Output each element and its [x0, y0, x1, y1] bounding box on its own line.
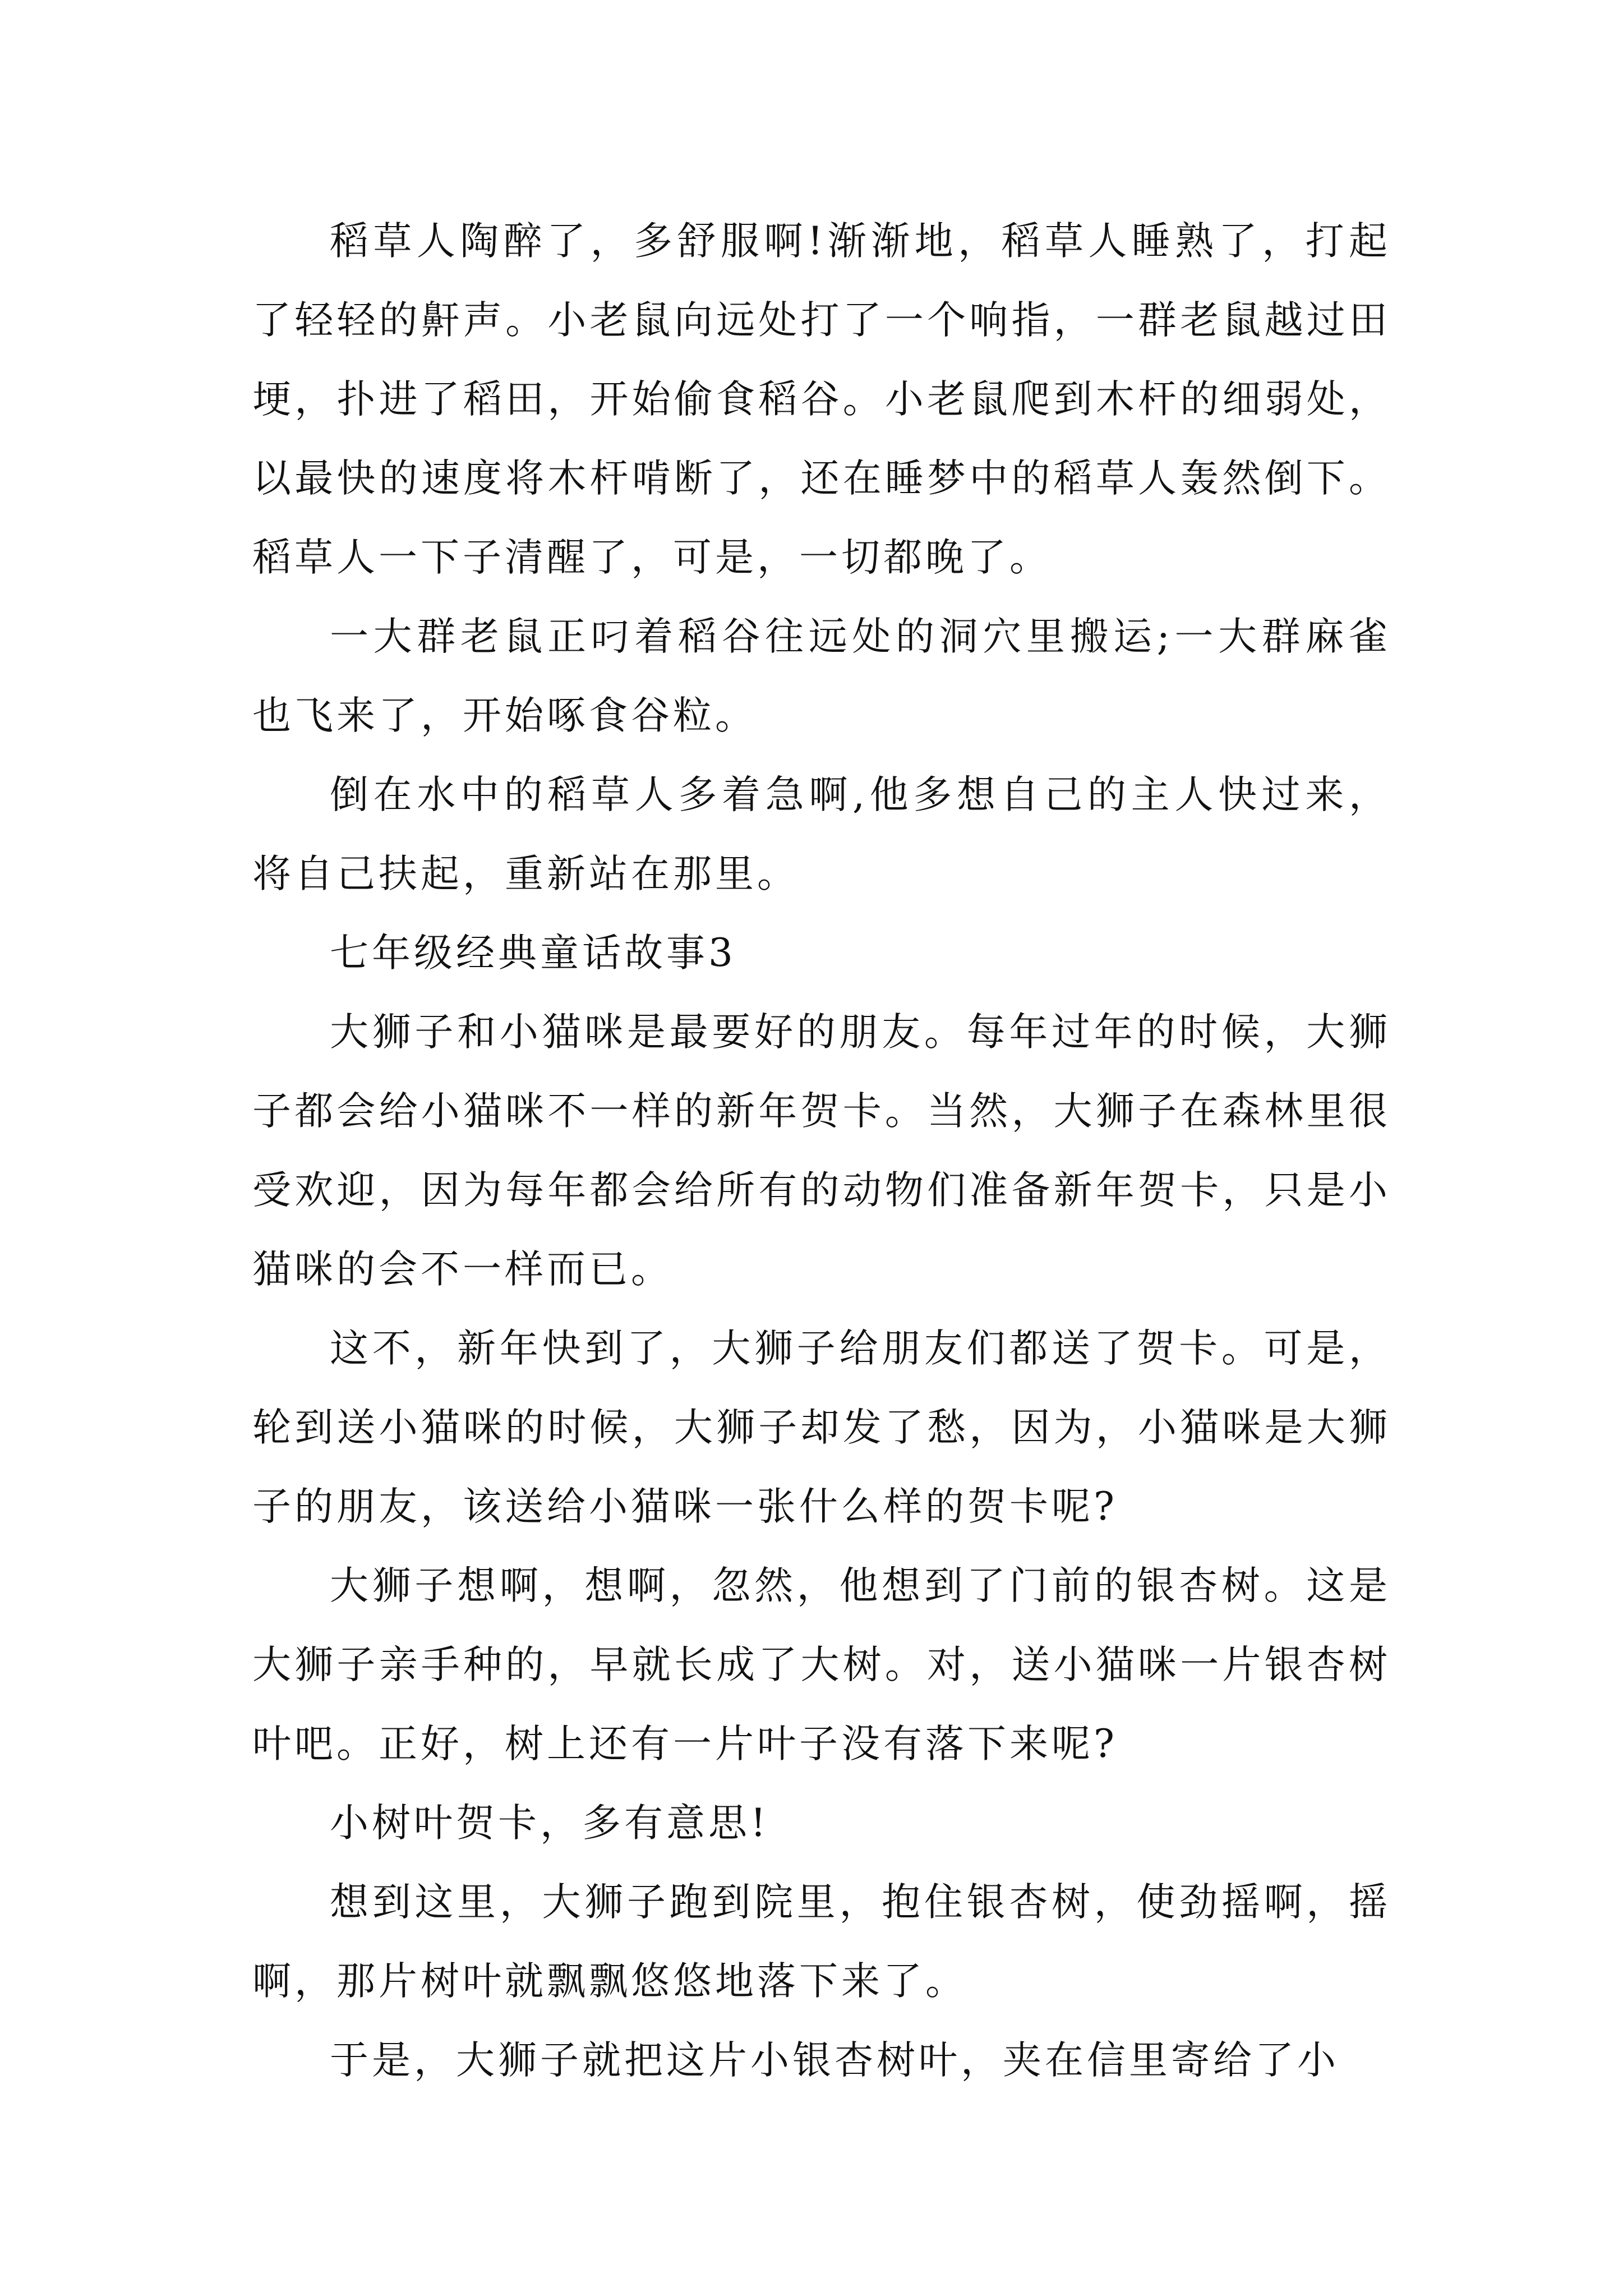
paragraph-3: 倒在水中的稻草人多着急啊,他多想自己的主人快过来，将自己扶起，重新站在那里。 — [252, 772, 1391, 896]
story-heading: 七年级经典童话故事3 — [330, 931, 736, 976]
document-body — [252, 202, 1391, 2100]
paragraph-4: 大狮子和小猫咪是最要好的朋友。每年过年的时候，大狮子都会给小猫咪不一样的新年贺卡。当然，大狮子在森林里很受欢迎，因为每年都会给所有的动物们准备新年贺卡，只是小猫咪的会不一样而已。 — [252, 1010, 1391, 1292]
paragraph-6: 大狮子想啊，想啊，忽然，他想到了门前的银杏树。这是大狮子亲手种的，早就长成了大树。对，送小猫咪一片银杏树叶吧。正好，树上还有一片叶子没有落下来呢? — [252, 1563, 1391, 1766]
paragraph-2: 一大群老鼠正叼着稻谷往远处的洞穴里搬运;一大群麻雀也飞来了，开始啄食谷粒。 — [252, 614, 1391, 738]
paragraph-8: 想到这里，大狮子跑到院里，抱住银杏树，使劲摇啊，摇啊，那片树叶就飘飘悠悠地落下来了。 — [252, 1880, 1391, 2004]
paragraph-1: 稻草人陶醉了，多舒服啊!渐渐地，稻草人睡熟了，打起了轻轻的鼾声。小老鼠向远处打了一个响指，一群老鼠越过田埂，扑进了稻田，开始偷食稻谷。小老鼠爬到木杆的细弱处，以最快的速度将木杆啃断了，还在睡梦中的稻草人轰然倒下。稻草人一下子清醒了，可是，一切都晚了。 — [252, 219, 1391, 580]
paragraph-9: 于是，大狮子就把这片小银杏树叶，夹在信里寄给了小 — [330, 2038, 1339, 2083]
paragraph-5: 这不，新年快到了，大狮子给朋友们都送了贺卡。可是，轮到送小猫咪的时候，大狮子却发了愁，因为，小猫咪是大狮子的朋友，该送给小猫咪一张什么样的贺卡呢? — [252, 1326, 1391, 1529]
paragraph-7: 小树叶贺卡，多有意思! — [330, 1801, 769, 1846]
